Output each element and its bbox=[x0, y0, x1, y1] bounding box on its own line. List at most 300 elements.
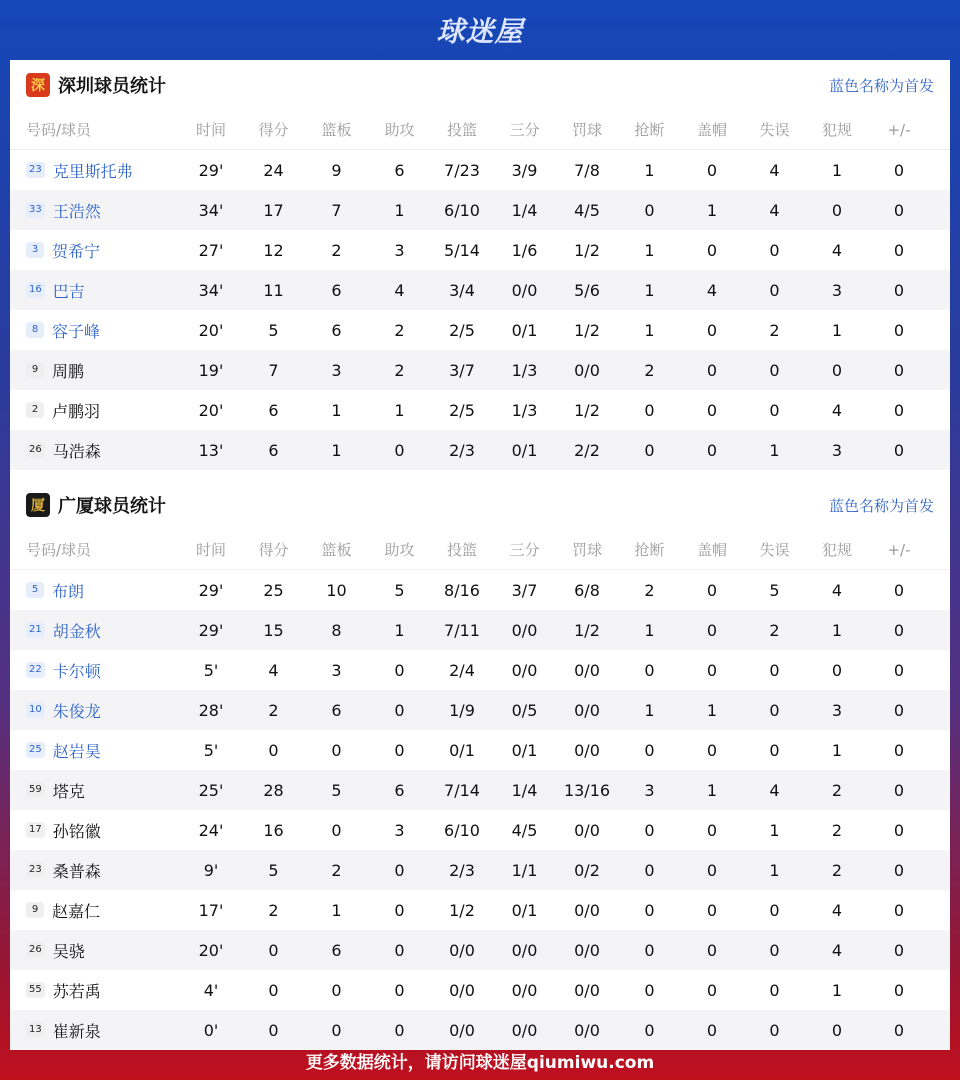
stat-steals: 2 bbox=[644, 580, 655, 600]
stat-three-pointers: 0/0 bbox=[511, 660, 538, 680]
player-cell bbox=[10, 739, 180, 762]
column-header-player: 号码/球员 bbox=[26, 541, 92, 559]
player-row[interactable] bbox=[10, 230, 950, 270]
jersey-number: 23 bbox=[26, 862, 45, 878]
stat-steals: 0 bbox=[644, 400, 655, 420]
column-header-fouls: 犯规 bbox=[821, 121, 852, 139]
stat-points: 0 bbox=[268, 740, 279, 760]
player-cell bbox=[10, 859, 180, 882]
player-name[interactable]: 卢鹏羽 bbox=[52, 401, 101, 421]
stat-three-pointers: 0/0 bbox=[511, 940, 538, 960]
stat-three-pointers: 3/7 bbox=[511, 580, 538, 600]
stat-steals: 0 bbox=[644, 980, 655, 1000]
stat-field-goals: 5/14 bbox=[444, 240, 480, 260]
player-name[interactable]: 塔克 bbox=[52, 781, 85, 801]
stat-assists: 2 bbox=[394, 360, 405, 380]
player-name[interactable]: 周鹏 bbox=[52, 361, 85, 381]
stat-free-throws: 0/0 bbox=[574, 740, 600, 760]
stat-plus-minus: 0 bbox=[893, 740, 905, 760]
stat-field-goals: 2/5 bbox=[449, 320, 475, 340]
team-title bbox=[26, 72, 166, 98]
stat-blocks: 0 bbox=[706, 160, 718, 180]
player-row[interactable] bbox=[10, 930, 950, 970]
stat-blocks: 0 bbox=[706, 940, 718, 960]
stat-blocks: 0 bbox=[706, 820, 718, 840]
player-name[interactable]: 胡金秋 bbox=[52, 621, 101, 641]
stat-fouls: 2 bbox=[831, 820, 843, 840]
stat-points: 0 bbox=[268, 1020, 279, 1040]
player-cell bbox=[10, 899, 180, 922]
stat-three-pointers: 1/4 bbox=[511, 780, 538, 800]
stat-three-pointers: 0/5 bbox=[511, 700, 538, 720]
stat-points: 5 bbox=[268, 860, 279, 880]
stat-points: 28 bbox=[263, 780, 284, 800]
stat-fouls: 3 bbox=[831, 280, 843, 300]
stat-free-throws: 0/0 bbox=[574, 900, 600, 920]
jersey-number: 3 bbox=[26, 242, 44, 258]
stat-points: 0 bbox=[268, 980, 279, 1000]
stat-field-goals: 0/0 bbox=[449, 980, 475, 1000]
column-header-free-throws: 罚球 bbox=[571, 121, 602, 139]
stat-rebounds: 3 bbox=[331, 360, 342, 380]
stat-free-throws: 4/5 bbox=[574, 200, 600, 220]
stat-blocks: 1 bbox=[706, 780, 718, 800]
player-name[interactable]: 卡尔顿 bbox=[52, 661, 101, 681]
stat-fouls: 1 bbox=[831, 740, 843, 760]
column-header-points: 得分 bbox=[258, 121, 289, 139]
player-row[interactable] bbox=[10, 610, 950, 650]
stat-steals: 1 bbox=[644, 320, 655, 340]
stat-free-throws: 1/2 bbox=[574, 240, 600, 260]
stat-assists: 1 bbox=[394, 620, 405, 640]
stat-free-throws: 13/16 bbox=[563, 780, 611, 800]
stat-rebounds: 10 bbox=[326, 580, 347, 600]
player-row[interactable] bbox=[10, 970, 950, 1010]
column-header-turnovers: 失误 bbox=[759, 541, 790, 559]
stat-fouls: 1 bbox=[831, 620, 843, 640]
stat-time: 9' bbox=[203, 860, 219, 880]
stat-rebounds: 6 bbox=[331, 940, 342, 960]
stat-free-throws: 0/2 bbox=[574, 860, 600, 880]
team-name: 深圳球员统计 bbox=[58, 76, 166, 97]
stat-turnovers: 0 bbox=[769, 660, 780, 680]
stat-turnovers: 0 bbox=[769, 900, 780, 920]
stat-points: 0 bbox=[268, 940, 279, 960]
column-header-plus-minus: +/- bbox=[887, 120, 911, 139]
stat-plus-minus: 0 bbox=[893, 660, 905, 680]
column-header-steals: 抢断 bbox=[634, 121, 665, 139]
stat-points: 12 bbox=[263, 240, 284, 260]
player-cell bbox=[10, 819, 180, 842]
jersey-number: 5 bbox=[26, 582, 44, 598]
stat-assists: 1 bbox=[394, 200, 405, 220]
stat-assists: 0 bbox=[394, 660, 405, 680]
stat-assists: 1 bbox=[394, 400, 405, 420]
player-row[interactable] bbox=[10, 270, 950, 310]
stat-rebounds: 1 bbox=[331, 400, 342, 420]
stat-points: 2 bbox=[268, 900, 279, 920]
stat-rebounds: 1 bbox=[331, 900, 342, 920]
stat-turnovers: 0 bbox=[769, 280, 780, 300]
stat-three-pointers: 0/1 bbox=[511, 740, 538, 760]
stat-time: 20' bbox=[198, 320, 224, 340]
stat-free-throws: 1/2 bbox=[574, 400, 600, 420]
stat-three-pointers: 0/0 bbox=[511, 1020, 538, 1040]
stat-free-throws: 1/2 bbox=[574, 320, 600, 340]
team-header bbox=[10, 60, 950, 110]
stat-time: 4' bbox=[203, 980, 219, 1000]
stat-three-pointers: 0/1 bbox=[511, 320, 538, 340]
stat-turnovers: 1 bbox=[769, 440, 780, 460]
stat-points: 7 bbox=[268, 360, 279, 380]
stat-time: 19' bbox=[198, 360, 224, 380]
player-cell bbox=[10, 1019, 180, 1042]
stat-time: 17' bbox=[198, 900, 224, 920]
player-row[interactable] bbox=[10, 390, 950, 430]
stat-field-goals: 1/2 bbox=[449, 900, 475, 920]
column-header-rebounds: 篮板 bbox=[321, 121, 352, 139]
stat-time: 29' bbox=[198, 580, 224, 600]
stat-assists: 2 bbox=[394, 320, 405, 340]
stat-plus-minus: 0 bbox=[893, 400, 905, 420]
stat-steals: 1 bbox=[644, 160, 655, 180]
stat-points: 5 bbox=[268, 320, 279, 340]
stat-steals: 1 bbox=[644, 700, 655, 720]
stat-turnovers: 0 bbox=[769, 240, 780, 260]
stat-field-goals: 6/10 bbox=[444, 200, 480, 220]
player-name[interactable]: 赵岩昊 bbox=[52, 741, 101, 761]
player-name[interactable]: 朱俊龙 bbox=[52, 701, 101, 721]
stat-assists: 5 bbox=[394, 580, 405, 600]
stat-points: 2 bbox=[268, 700, 279, 720]
column-header-field-goals: 投篮 bbox=[446, 541, 477, 559]
starter-note: 蓝色名称为首发 bbox=[828, 76, 934, 95]
player-cell bbox=[10, 239, 180, 262]
player-name[interactable]: 吴骁 bbox=[52, 941, 85, 961]
stat-points: 17 bbox=[263, 200, 284, 220]
stat-turnovers: 4 bbox=[769, 200, 780, 220]
player-name[interactable]: 苏若禹 bbox=[52, 981, 101, 1001]
jersey-number: 23 bbox=[26, 162, 45, 178]
stat-points: 24 bbox=[263, 160, 284, 180]
team-title bbox=[26, 492, 166, 518]
player-cell bbox=[10, 319, 180, 342]
stat-time: 20' bbox=[198, 400, 224, 420]
stat-points: 4 bbox=[268, 660, 279, 680]
stat-three-pointers: 0/1 bbox=[511, 900, 538, 920]
team-logo-icon: 深 bbox=[26, 73, 50, 97]
stat-assists: 0 bbox=[394, 860, 405, 880]
stat-rebounds: 6 bbox=[331, 320, 342, 340]
stat-blocks: 1 bbox=[706, 700, 718, 720]
player-row[interactable] bbox=[10, 770, 950, 810]
stat-rebounds: 7 bbox=[331, 200, 342, 220]
stat-three-pointers: 3/9 bbox=[511, 160, 538, 180]
stat-field-goals: 6/10 bbox=[444, 820, 480, 840]
stat-assists: 0 bbox=[394, 740, 405, 760]
column-header-assists: 助攻 bbox=[384, 541, 415, 559]
jersey-number: 10 bbox=[26, 702, 45, 718]
stat-fouls: 2 bbox=[831, 780, 843, 800]
stat-rebounds: 0 bbox=[331, 740, 342, 760]
stat-turnovers: 0 bbox=[769, 1020, 780, 1040]
stat-points: 11 bbox=[263, 280, 284, 300]
player-row[interactable] bbox=[10, 150, 950, 190]
player-cell bbox=[10, 979, 180, 1002]
player-cell bbox=[10, 359, 180, 382]
player-name[interactable]: 桑普森 bbox=[52, 861, 101, 881]
player-row[interactable] bbox=[10, 190, 950, 230]
stat-assists: 6 bbox=[394, 160, 405, 180]
stat-rebounds: 2 bbox=[331, 860, 342, 880]
stat-points: 16 bbox=[263, 820, 284, 840]
stat-turnovers: 4 bbox=[769, 160, 780, 180]
starter-note: 蓝色名称为首发 bbox=[828, 496, 934, 515]
stat-field-goals: 3/7 bbox=[449, 360, 475, 380]
stat-steals: 2 bbox=[644, 360, 655, 380]
stat-turnovers: 2 bbox=[769, 320, 780, 340]
stat-field-goals: 0/0 bbox=[449, 940, 475, 960]
stat-blocks: 0 bbox=[706, 980, 718, 1000]
stat-plus-minus: 0 bbox=[893, 200, 905, 220]
player-name[interactable]: 马浩森 bbox=[52, 441, 101, 461]
player-name[interactable]: 巴吉 bbox=[52, 281, 85, 301]
stat-time: 24' bbox=[198, 820, 224, 840]
player-cell bbox=[10, 279, 180, 302]
stat-steals: 0 bbox=[644, 440, 655, 460]
team-header bbox=[10, 480, 950, 530]
stat-rebounds: 3 bbox=[331, 660, 342, 680]
stat-plus-minus: 0 bbox=[893, 820, 905, 840]
stat-assists: 0 bbox=[394, 980, 405, 1000]
stat-free-throws: 0/0 bbox=[574, 360, 600, 380]
stat-three-pointers: 0/0 bbox=[511, 280, 538, 300]
jersey-number: 13 bbox=[26, 1022, 45, 1038]
column-header-time: 时间 bbox=[195, 541, 226, 559]
stat-steals: 0 bbox=[644, 900, 655, 920]
stat-three-pointers: 0/1 bbox=[511, 440, 538, 460]
stat-field-goals: 2/3 bbox=[449, 440, 475, 460]
player-row[interactable] bbox=[10, 890, 950, 930]
stat-rebounds: 1 bbox=[331, 440, 342, 460]
player-row[interactable] bbox=[10, 730, 950, 770]
stat-plus-minus: 0 bbox=[893, 280, 905, 300]
stat-blocks: 0 bbox=[706, 240, 718, 260]
column-header-field-goals: 投篮 bbox=[446, 121, 477, 139]
stat-assists: 0 bbox=[394, 900, 405, 920]
stat-time: 5' bbox=[203, 660, 219, 680]
stat-points: 15 bbox=[263, 620, 284, 640]
stat-field-goals: 3/4 bbox=[449, 280, 475, 300]
stat-assists: 0 bbox=[394, 1020, 405, 1040]
player-cell bbox=[10, 779, 180, 802]
stat-time: 29' bbox=[198, 160, 224, 180]
stat-plus-minus: 0 bbox=[893, 900, 905, 920]
stat-free-throws: 0/0 bbox=[574, 1020, 600, 1040]
stat-time: 27' bbox=[198, 240, 224, 260]
player-cell bbox=[10, 659, 180, 682]
stat-field-goals: 8/16 bbox=[444, 580, 480, 600]
stat-steals: 0 bbox=[644, 200, 655, 220]
stat-assists: 0 bbox=[394, 940, 405, 960]
player-name[interactable]: 容子峰 bbox=[52, 321, 101, 341]
player-row[interactable] bbox=[10, 690, 950, 730]
player-name[interactable]: 孙铭徽 bbox=[52, 821, 101, 841]
stat-assists: 0 bbox=[394, 700, 405, 720]
stat-rebounds: 9 bbox=[331, 160, 342, 180]
jersey-number: 33 bbox=[26, 202, 45, 218]
player-name[interactable]: 赵嘉仁 bbox=[52, 901, 101, 921]
stat-turnovers: 0 bbox=[769, 700, 780, 720]
stat-rebounds: 6 bbox=[331, 280, 342, 300]
stat-plus-minus: 0 bbox=[893, 320, 905, 340]
jersey-number: 16 bbox=[26, 282, 45, 298]
stat-plus-minus: 0 bbox=[893, 1020, 905, 1040]
stat-fouls: 3 bbox=[831, 700, 843, 720]
stat-free-throws: 5/6 bbox=[574, 280, 600, 300]
stat-fouls: 0 bbox=[831, 200, 843, 220]
stat-time: 20' bbox=[198, 940, 224, 960]
stat-turnovers: 5 bbox=[769, 580, 780, 600]
stat-turnovers: 0 bbox=[769, 360, 780, 380]
column-header-row bbox=[10, 110, 950, 150]
stat-steals: 0 bbox=[644, 820, 655, 840]
stat-free-throws: 0/0 bbox=[574, 980, 600, 1000]
stat-three-pointers: 4/5 bbox=[511, 820, 538, 840]
stat-free-throws: 1/2 bbox=[574, 620, 600, 640]
stat-blocks: 0 bbox=[706, 900, 718, 920]
team-section bbox=[10, 480, 950, 1050]
stat-blocks: 1 bbox=[706, 200, 718, 220]
stat-field-goals: 2/4 bbox=[449, 660, 475, 680]
player-name[interactable]: 王浩然 bbox=[52, 201, 101, 221]
team-name: 广厦球员统计 bbox=[58, 496, 166, 517]
stat-plus-minus: 0 bbox=[893, 780, 905, 800]
stat-field-goals: 2/3 bbox=[449, 860, 475, 880]
stat-plus-minus: 0 bbox=[893, 240, 905, 260]
stat-steals: 1 bbox=[644, 240, 655, 260]
column-header-free-throws: 罚球 bbox=[571, 541, 602, 559]
player-cell bbox=[10, 939, 180, 962]
stat-time: 5' bbox=[203, 740, 219, 760]
stat-turnovers: 0 bbox=[769, 400, 780, 420]
stat-steals: 3 bbox=[644, 780, 655, 800]
player-row[interactable] bbox=[10, 430, 950, 470]
jersey-number: 21 bbox=[26, 622, 45, 638]
stat-fouls: 0 bbox=[831, 660, 843, 680]
player-name[interactable]: 崔新泉 bbox=[52, 1021, 101, 1041]
column-header-rebounds: 篮板 bbox=[321, 541, 352, 559]
stat-field-goals: 7/14 bbox=[444, 780, 480, 800]
stat-steals: 0 bbox=[644, 660, 655, 680]
stat-steals: 0 bbox=[644, 940, 655, 960]
jersey-number: 26 bbox=[26, 942, 45, 958]
stat-field-goals: 0/1 bbox=[449, 740, 475, 760]
stat-steals: 0 bbox=[644, 860, 655, 880]
stat-assists: 4 bbox=[394, 280, 405, 300]
jersey-number: 8 bbox=[26, 322, 44, 338]
stat-assists: 3 bbox=[394, 240, 405, 260]
stat-points: 6 bbox=[268, 400, 279, 420]
stat-time: 13' bbox=[198, 440, 224, 460]
column-header-plus-minus: +/- bbox=[887, 540, 911, 559]
stat-free-throws: 0/0 bbox=[574, 700, 600, 720]
stat-steals: 1 bbox=[644, 280, 655, 300]
jersey-number: 25 bbox=[26, 742, 45, 758]
player-row[interactable] bbox=[10, 810, 950, 850]
stat-time: 34' bbox=[198, 200, 224, 220]
stat-free-throws: 2/2 bbox=[574, 440, 600, 460]
stat-time: 25' bbox=[198, 780, 224, 800]
stat-plus-minus: 0 bbox=[893, 440, 905, 460]
stat-assists: 3 bbox=[394, 820, 405, 840]
stat-blocks: 0 bbox=[706, 440, 718, 460]
player-row[interactable] bbox=[10, 570, 950, 610]
stat-assists: 0 bbox=[394, 440, 405, 460]
jersey-number: 55 bbox=[26, 982, 45, 998]
jersey-number: 59 bbox=[26, 782, 45, 798]
stat-time: 28' bbox=[198, 700, 224, 720]
player-row[interactable] bbox=[10, 650, 950, 690]
stat-fouls: 0 bbox=[831, 1020, 843, 1040]
column-header-points: 得分 bbox=[258, 541, 289, 559]
stat-blocks: 0 bbox=[706, 580, 718, 600]
stat-field-goals: 1/9 bbox=[449, 700, 475, 720]
stat-blocks: 4 bbox=[706, 280, 718, 300]
column-header-three-pointers: 三分 bbox=[509, 541, 540, 559]
player-name[interactable]: 克里斯托弗 bbox=[52, 161, 133, 181]
stat-plus-minus: 0 bbox=[893, 860, 905, 880]
column-header-fouls: 犯规 bbox=[821, 541, 852, 559]
player-row[interactable] bbox=[10, 310, 950, 350]
stat-three-pointers: 1/6 bbox=[511, 240, 538, 260]
stat-time: 0' bbox=[203, 1020, 219, 1040]
player-cell bbox=[10, 579, 180, 602]
stat-fouls: 4 bbox=[831, 900, 843, 920]
jersey-number: 17 bbox=[26, 822, 45, 838]
stat-turnovers: 2 bbox=[769, 620, 780, 640]
stat-free-throws: 0/0 bbox=[574, 660, 600, 680]
stat-three-pointers: 0/0 bbox=[511, 980, 538, 1000]
stat-turnovers: 1 bbox=[769, 820, 780, 840]
jersey-number: 22 bbox=[26, 662, 45, 678]
footer-link[interactable]: 更多数据统计，请访问球迷屋qiumiwu.com bbox=[305, 1052, 655, 1073]
stat-assists: 6 bbox=[394, 780, 405, 800]
stats-card bbox=[10, 60, 950, 1040]
stat-fouls: 1 bbox=[831, 320, 843, 340]
stat-blocks: 0 bbox=[706, 1020, 718, 1040]
stat-fouls: 4 bbox=[831, 940, 843, 960]
stat-rebounds: 5 bbox=[331, 780, 342, 800]
stat-blocks: 0 bbox=[706, 360, 718, 380]
stat-turnovers: 0 bbox=[769, 740, 780, 760]
stat-plus-minus: 0 bbox=[893, 940, 905, 960]
stat-time: 34' bbox=[198, 280, 224, 300]
stat-rebounds: 8 bbox=[331, 620, 342, 640]
stat-plus-minus: 0 bbox=[893, 700, 905, 720]
player-row[interactable] bbox=[10, 850, 950, 890]
stat-fouls: 4 bbox=[831, 400, 843, 420]
column-header-blocks: 盖帽 bbox=[696, 121, 727, 139]
stat-free-throws: 0/0 bbox=[574, 940, 600, 960]
player-name[interactable]: 贺希宁 bbox=[52, 241, 101, 261]
player-row[interactable] bbox=[10, 350, 950, 390]
stat-three-pointers: 1/4 bbox=[511, 200, 538, 220]
player-cell bbox=[10, 199, 180, 222]
stat-field-goals: 2/5 bbox=[449, 400, 475, 420]
player-name[interactable]: 布朗 bbox=[52, 581, 85, 601]
stat-points: 6 bbox=[268, 440, 279, 460]
